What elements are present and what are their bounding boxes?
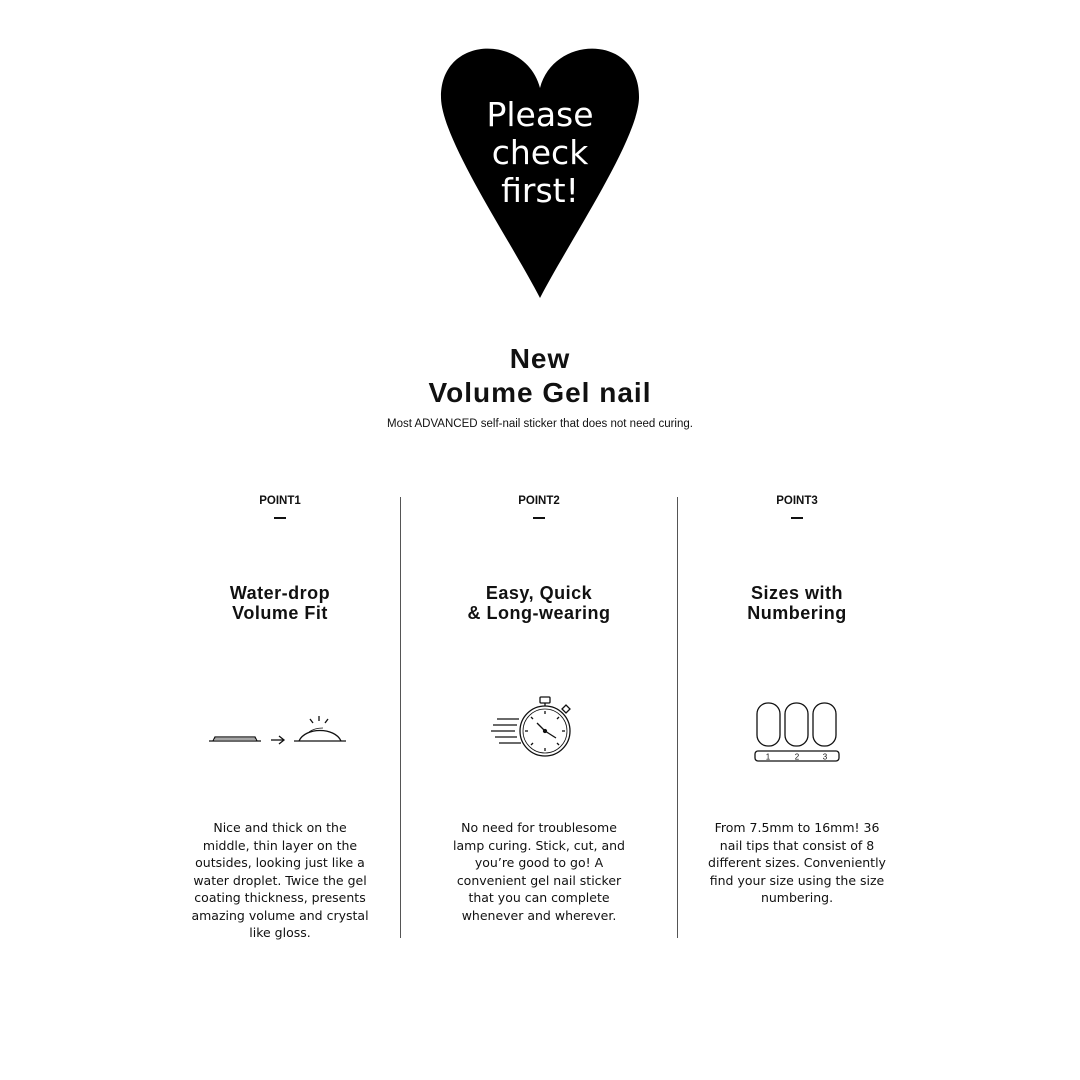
page-title: New Volume Gel nail (428, 343, 652, 408)
point-icon-wrap (677, 685, 917, 775)
size-number-1: 1 (765, 752, 771, 762)
point-title: Water-drop Volume Fit (229, 583, 331, 623)
size-number-2: 2 (794, 752, 800, 762)
point-description: No need for troublesome lamp curing. Stick, cut, and you’re good to go! A convenient gel nail sticker that you can complete whenever and wherever. (453, 820, 625, 923)
point-title: Easy, Quick & Long-wearing (467, 583, 611, 623)
point-dash (791, 517, 803, 519)
point-icon-wrap (160, 685, 400, 775)
point-description: Nice and thick on the middle, thin layer on the outsides, looking just like a water droplet. Twice the gel coating thickness, presents amazing volume and crystal like gloss. (191, 820, 369, 940)
numbered-nail-tips-icon (752, 685, 842, 775)
column-divider-1 (400, 497, 401, 938)
point-column-1 (160, 490, 400, 950)
page-subtitle: Most ADVANCED self-nail sticker that does not need curing. (387, 418, 693, 430)
point-label: POINT2 (518, 495, 560, 507)
point-label: POINT1 (259, 495, 301, 507)
point-column-3 (677, 490, 917, 950)
point-dash (274, 517, 286, 519)
point-dash (533, 517, 545, 519)
point-description: From 7.5mm to 16mm! 36 nail tips that consist of 8 different sizes. Conveniently find your size using the size numbering. (708, 820, 886, 905)
point-title: Sizes with Numbering (747, 583, 847, 623)
please-check-first-badge (440, 40, 640, 300)
water-drop-volume-icon (205, 685, 355, 775)
point-column-2 (419, 490, 659, 950)
point-icon-wrap (419, 685, 659, 775)
size-number-3: 3 (822, 752, 828, 762)
point-label: POINT3 (776, 495, 818, 507)
badge-text: Please check first! (486, 95, 594, 210)
stopwatch-icon (489, 685, 589, 775)
